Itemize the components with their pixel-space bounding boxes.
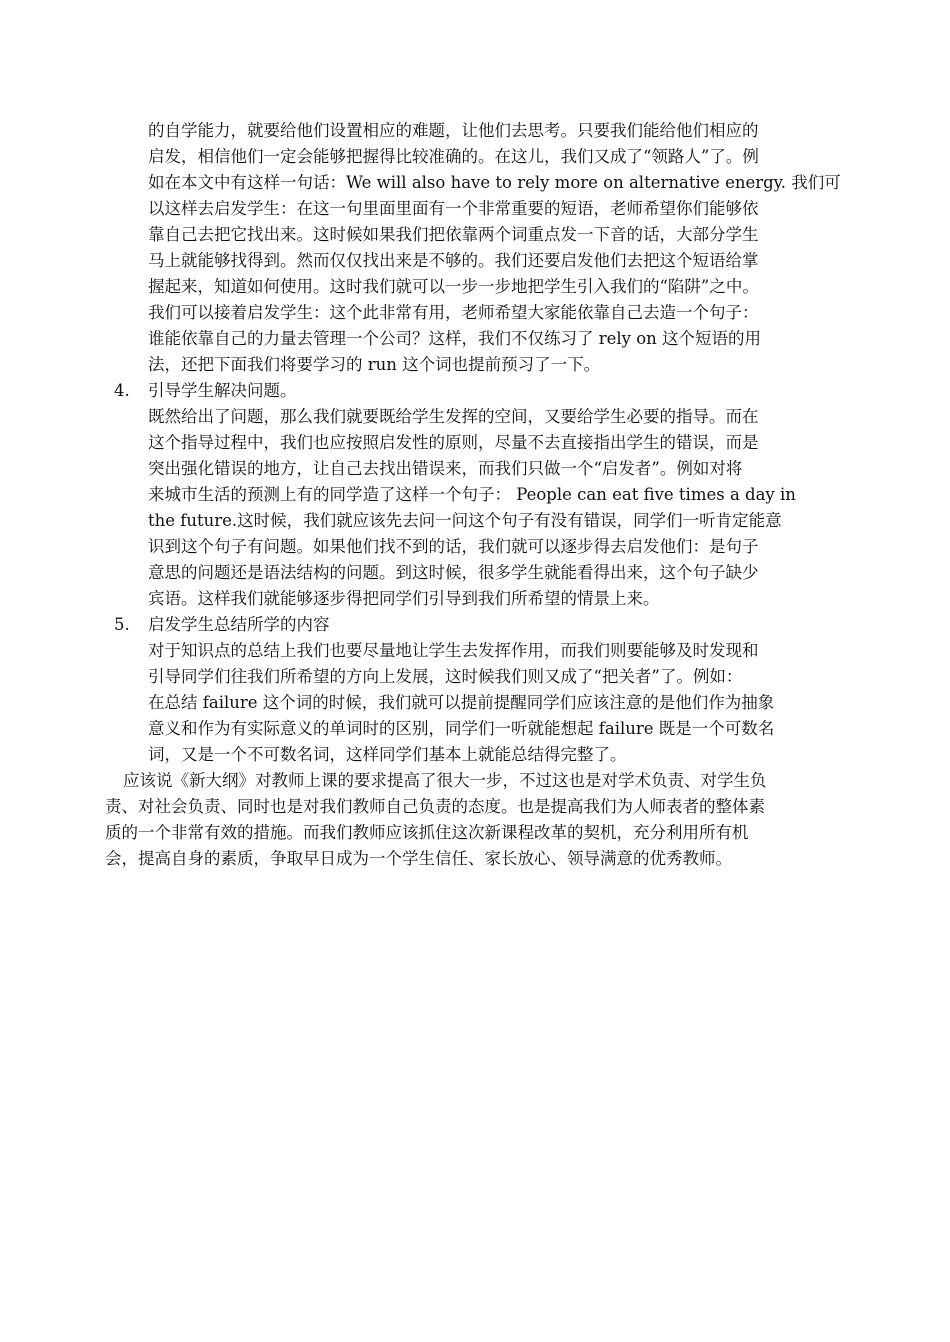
paragraph-line: 意思的问题还是语法结构的问题。到这时候，很多学生就能看得出来，这个句子缺少 bbox=[148, 563, 759, 582]
paragraph-line: 如在本文中有这样一句话：We will also have to rely more on alternative energy. 我们可 bbox=[148, 173, 841, 192]
paragraph-line: 既然给出了问题，那么我们就要既给学生发挥的空间，又要给学生必要的指导。而在 bbox=[148, 407, 759, 426]
paragraph-line: 这个指导过程中，我们也应按照启发性的原则，尽量不去直接指出学生的错误，而是 bbox=[148, 433, 759, 452]
list-item-4-heading bbox=[0, 378, 950, 404]
paragraph-line: 识到这个句子有问题。如果他们找不到的话，我们就可以逐步得去启发他们：是句子 bbox=[148, 537, 759, 556]
paragraph-line: 我们可以接着启发学生：这个此非常有用，老师希望大家能依靠自己去造一个句子： bbox=[148, 303, 759, 322]
list-title: 启发学生总结所学的内容 bbox=[148, 615, 330, 634]
paragraph-line: 在总结 failure 这个词的时候，我们就可以提前提醒同学们应该注意的是他们作为抽象 bbox=[148, 693, 775, 712]
list-number: 5. bbox=[114, 615, 130, 634]
paragraph-line: 宾语。这样我们就能够逐步得把同学们引导到我们所希望的情景上来。 bbox=[148, 589, 660, 608]
paragraph-line: 靠自己去把它找出来。这时候如果我们把依靠两个词重点发一下音的话，大部分学生 bbox=[148, 225, 759, 244]
paragraph-line: 握起来，知道如何使用。这时我们就可以一步一步地把学生引入我们的“陷阱”之中。 bbox=[148, 277, 759, 296]
paragraph-line: 法，还把下面我们将要学习的 run 这个词也提前预习了一下。 bbox=[148, 355, 601, 374]
list-item-5-body bbox=[0, 638, 950, 768]
paragraph-line: 突出强化错误的地方，让自己去找出错误来，而我们只做一个“启发者”。例如对将 bbox=[148, 459, 743, 478]
paragraph-line: 应该说《新大纲》对教师上课的要求提高了很大一步，不过这也是对学术负责、对学生负 bbox=[123, 771, 767, 790]
closing-paragraph bbox=[0, 768, 950, 872]
paragraph-line: 意义和作为有实际意义的单词时的区别，同学们一听就能想起 failure 既是一个可数名 bbox=[148, 719, 775, 738]
paragraph-line: 责、对社会负责、同时也是对我们教师自己负责的态度。也是提高我们为人师表者的整体素 bbox=[105, 797, 765, 816]
paragraph-line: 马上就能够找得到。然而仅仅找出来是不够的。我们还要启发他们去把这个短语给掌 bbox=[148, 251, 759, 270]
paragraph-line: 谁能依靠自己的力量去管理一个公司？这样，我们不仅练习了 rely on 这个短语的用 bbox=[148, 329, 762, 348]
list-number: 4. bbox=[114, 381, 130, 400]
list-item-4-body bbox=[0, 404, 950, 612]
paragraph-line: 来城市生活的预测上有的同学造了这样一个句子： People can eat five times a day in bbox=[148, 485, 796, 504]
paragraph-line: 对于知识点的总结上我们也要尽量地让学生去发挥作用，而我们则要能够及时发现和 bbox=[148, 641, 759, 660]
paragraph-line: 引导同学们往我们所希望的方向上发展，这时候我们则又成了“把关者”了。例如： bbox=[148, 667, 743, 686]
paragraph-line: 以这样去启发学生：在这一句里面里面有一个非常重要的短语，老师希望你们能够依 bbox=[148, 199, 759, 218]
paragraph-line: the future.这时候，我们就应该先去问一问这个句子有没有错误，同学们一听肯定能意 bbox=[148, 511, 782, 530]
paragraph-line: 启发，相信他们一定会能够把握得比较准确的。在这儿，我们又成了“领路人”了。例 bbox=[148, 147, 759, 166]
list-item-5-heading bbox=[0, 612, 950, 638]
paragraph-line: 的自学能力，就要给他们设置相应的难题，让他们去思考。只要我们能给他们相应的 bbox=[148, 121, 759, 140]
paragraph-line: 会，提高自身的素质，争取早日成为一个学生信任、家长放心、领导满意的优秀教师。 bbox=[105, 849, 732, 868]
list-title: 引导学生解决问题。 bbox=[148, 381, 297, 400]
paragraph-line: 质的一个非常有效的措施。而我们教师应该抓住这次新课程改革的契机，充分利用所有机 bbox=[105, 823, 749, 842]
paragraph-line: 词，又是一个不可数名词，这样同学们基本上就能总结得完整了。 bbox=[148, 745, 627, 764]
intro-paragraph bbox=[0, 118, 950, 378]
